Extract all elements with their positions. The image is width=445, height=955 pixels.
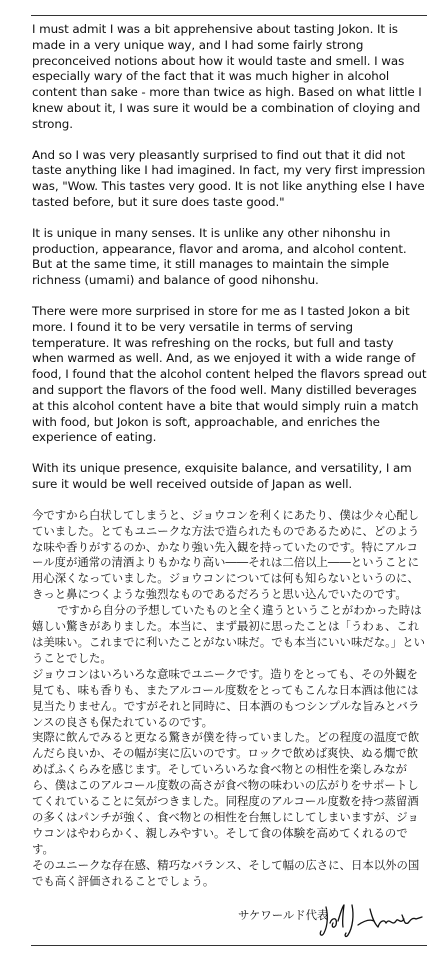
english-paragraph-3: It is unique in many senses. It is unlike any other nihonshu in production, appearance, flavor and aroma, and alcohol content. But at the same time, it still manages to maintain the simple richness (umami) and balance of good nihonshu. [32,225,407,288]
signature-block [32,899,428,943]
japanese-paragraph-5: そのユニークな存在感、精巧なバランス、そして幅の広さに、日本以外の国でも高く評価されることでしょう。 [32,857,420,888]
japanese-paragraph-1: 今ですから白状してしまうと、ジョウコンを利くにあたり、僕は少々心配していました。とてもユニークな方法で造られたものであるために、どのような味や香りがするのか、かなり強い先入観を持っていたのです。特にアルコール度が通常の清酒よりもかなり高い――それは二倍以上――ということに用心深くなっていました。ジョウコンについては何も知らないというのに、きっと鼻につくような強烈なものであるだろうと思い込んでいたのです。 [32,507,420,602]
japanese-paragraph-4: 実際に飲んでみると更なる驚きが僕を待っていました。どの程度の温度で飲んだら良いか、その幅が実に広いのです。ロックで飲めば爽快、ぬる燗で飲めばふくらみを感じます。そしていろいろな食べ物との相性を楽しみながら、僕はこのアルコール度数の高さが食べ物の味わいの広がりをサポートしてくれていることに気がつきました。同程度のアルコール度数を持つ蒸留酒の多くはパンチが強く、食べ物との相性を台無しにしてしまいますが、ジョウコンはやわらかく、親しみやすい。そして食の体験を高めてくれるのです。 [32,730,420,856]
english-paragraph-4: There were more surprised in store for me as I tasted Jokon a bit more. I found it to be very versatile in terms of serving temperature. It was refreshing on the rocks, but full and tasty when warmed as well. And, as we enjoyed it with a wide range of food, I found that the alcohol content helped the flavors spread out and support the flavors of the food well. Many distilled beverages at this alcohol content have a bite that would simply ruin a match with food, but Jokon is soft, approachable, and enriches the experience of eating. [32,303,427,445]
japanese-text [32,508,428,890]
japanese-paragraph-3: ジョウコンはいろいろな意味でユニークです。造りをとっても、その外観を見ても、味も香りも、またアルコール度数をとってもこんな日本酒は他には見当たりません。ですがそれと同時に、日本酒のもつシンプルな旨みとバランスの良さも保たれているのです。 [32,666,420,729]
letter-body [32,22,428,943]
english-paragraph-2: And so I was very pleasantly surprised to find out that it did not taste anything like I had imagined. In fact, my very first impression was, "Wow. This tastes very good. It is not like anything else I have tasted before, but it sure does taste good." [32,147,426,209]
handwritten-signature [318,897,426,941]
signature-title: サケワールド代表 [238,908,329,923]
english-paragraph-1: I must admit I was a bit apprehensive about tasting Jokon. It is made in a very unique way, and I had some fairly strong preconceived notions about how it would taste and smell. I was especially wary of the fact that it was much higher in alcohol content than sake - more than twice as high. Based on what little I knew about it, I was sure it would be a combination of cloying and strong. [32,22,422,131]
japanese-paragraph-2: ですから自分の予想していたものと全く違うということがわかった時は嬉しい驚きがありました。本当に、まず最初に思ったことは「うわぁ、これは美味い。これまでに利いたことがない味だ。でも本当にいい味だな。」ということでした。 [32,603,425,665]
top-divider [31,15,427,16]
english-paragraph-5: With its unique presence, exquisite balance, and versatility, I am sure it would be well received outside of Japan as well. [32,461,412,491]
bottom-divider [31,945,427,946]
